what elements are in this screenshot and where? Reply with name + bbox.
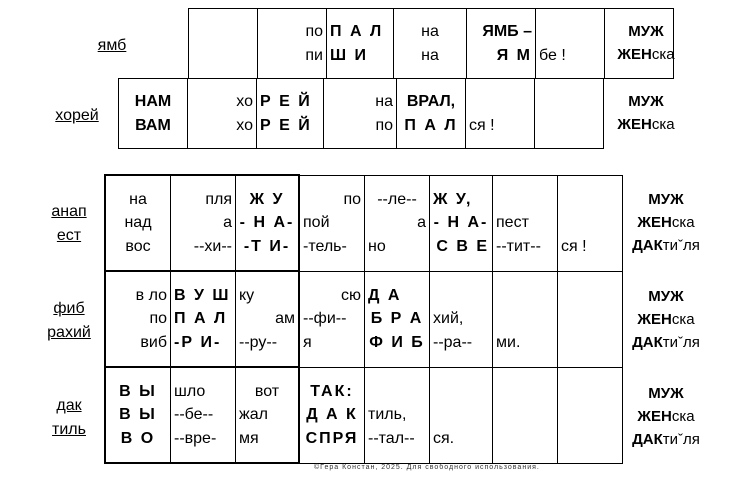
cell-line: ми. <box>496 333 521 351</box>
cell-line: ТАК: <box>310 382 354 400</box>
cell-line <box>192 32 254 56</box>
rhyme-f: ЖЕНска <box>637 408 695 425</box>
iamb-cell-4 <box>394 9 467 79</box>
rhyme-d: ДАКтиˇля <box>632 237 700 254</box>
cell-line: Б Р А <box>370 310 424 328</box>
trochee-cell-5 <box>397 79 466 149</box>
cell-line <box>496 284 554 308</box>
trochee-cell-2 <box>188 79 257 149</box>
amphibrach-cell-3 <box>236 271 300 367</box>
anapest-cell-5 <box>365 175 430 271</box>
cell-line: Ш И <box>330 46 369 64</box>
cell-line: вот <box>254 382 280 400</box>
trochee-cell-4 <box>324 79 397 149</box>
cell-line: П А Л <box>404 116 458 134</box>
label-trochee: хорей <box>55 107 99 124</box>
rhyme-iamb <box>604 20 688 66</box>
row-dactyl <box>105 367 623 463</box>
cell-line: -тель- <box>303 237 347 255</box>
cell-line: В Ы <box>119 406 157 424</box>
rhyme-m: МУЖ <box>628 23 664 40</box>
iamb-cell-3 <box>327 9 394 79</box>
anapest-cell-8 <box>558 175 623 271</box>
dactyl-cell-8 <box>558 367 623 463</box>
cell-line <box>496 307 554 331</box>
iamb-cell-1 <box>189 9 258 79</box>
amphibrach-cell-7 <box>493 271 558 367</box>
cell-line <box>433 403 489 427</box>
cell-line: хо <box>236 92 253 110</box>
anapest-cell-3 <box>236 175 300 271</box>
label-line: дак <box>56 397 82 414</box>
cell-line: хий, <box>433 310 464 328</box>
cell-line: В У Ш <box>174 286 231 304</box>
cell-line: но <box>368 237 386 255</box>
label-line: рахий <box>47 324 91 341</box>
cell-line: ам <box>275 310 295 328</box>
cell-line: --ра-- <box>433 333 473 351</box>
label-dactyl <box>36 394 102 442</box>
iamb-cell-5 <box>467 9 536 79</box>
rhyme-m: МУЖ <box>628 93 664 110</box>
cell-line: В Ы <box>119 382 157 400</box>
cell-line: на <box>421 22 439 40</box>
cell-line: хо <box>236 116 253 134</box>
rhyme-anapest <box>620 188 712 257</box>
rhyme-dactyl <box>620 382 712 451</box>
label-iamb: ямб <box>97 37 127 54</box>
cell-line <box>433 380 489 404</box>
cell-line: -Т И- <box>243 237 291 255</box>
trochee-cell-3 <box>257 79 324 149</box>
amphibrach-cell-8 <box>558 271 623 367</box>
ternary-table <box>104 174 623 464</box>
rhyme-d: ДАКтиˇля <box>632 334 700 351</box>
cell-line: СПРЯ <box>305 429 359 447</box>
cell-line: вос <box>125 237 151 255</box>
cell-line: П А Л <box>174 310 228 328</box>
dactyl-cell-3 <box>236 367 300 463</box>
cell-line: Ж У <box>249 190 285 208</box>
rhyme-f: ЖЕНска <box>637 311 695 328</box>
cell-line: шло <box>174 382 206 400</box>
cell-line: сю <box>341 286 361 304</box>
label-amphibrach <box>36 297 102 345</box>
cell-line: - Н А- <box>239 214 295 232</box>
iamb-cell-6 <box>536 9 605 79</box>
amphibrach-cell-4 <box>299 271 365 367</box>
label-line: тиль <box>52 421 86 438</box>
cell-line: пест <box>496 214 529 232</box>
anapest-cell-6 <box>430 175 493 271</box>
cell-line: пой <box>303 214 330 232</box>
label-line: фиб <box>53 300 85 317</box>
label-line: анап <box>51 203 87 220</box>
cell-line: --хи-- <box>193 237 232 255</box>
copyright-note: ©Гера Констан, 2025. Для свободного использования. <box>314 464 540 471</box>
cell-line: на <box>421 46 439 64</box>
cell-line: Р Е Й <box>260 92 312 110</box>
cell-line: над <box>124 214 152 232</box>
cell-line: НАМ <box>134 92 172 110</box>
cell-line: ся ! <box>561 237 587 255</box>
dactyl-cell-6 <box>430 367 493 463</box>
rhyme-trochee <box>604 90 688 136</box>
cell-line: С В Е <box>436 237 489 255</box>
cell-line: Д А К <box>306 406 358 424</box>
amphibrach-cell-2 <box>171 271 236 367</box>
cell-line: мя <box>239 429 259 447</box>
cell-line: на <box>375 92 393 110</box>
cell-line: В О <box>120 429 156 447</box>
cell-line: Ж У, <box>433 190 473 208</box>
rhyme-m: МУЖ <box>648 385 684 402</box>
rhyme-f: ЖЕНска <box>617 46 675 63</box>
cell-line <box>561 211 619 235</box>
cell-line: в ло <box>135 286 167 304</box>
cell-line: виб <box>140 333 167 351</box>
cell-line: пи <box>305 46 323 64</box>
dactyl-cell-4 <box>299 367 365 463</box>
label-anapest <box>36 200 102 248</box>
cell-line <box>539 20 601 44</box>
cell-line: --тал-- <box>368 429 415 447</box>
cell-line: тиль, <box>368 406 407 424</box>
trochee-table <box>118 78 604 149</box>
cell-line: ся. <box>433 429 455 447</box>
cell-line: --ру-- <box>239 333 278 351</box>
cell-line: ку <box>239 286 255 304</box>
cell-line: Ф И Б <box>369 333 425 351</box>
cell-line <box>496 188 554 212</box>
iamb-table <box>188 8 674 79</box>
cell-line: на <box>129 190 147 208</box>
cell-line: --тит-- <box>496 237 541 255</box>
cell-line: Д А <box>368 286 402 304</box>
rhyme-m: МУЖ <box>648 191 684 208</box>
amphibrach-cell-5 <box>365 271 430 367</box>
cell-line: Я М <box>496 46 532 64</box>
cell-line: ВАМ <box>135 116 171 134</box>
cell-line: ся ! <box>469 116 495 134</box>
cell-line: ВРАЛ, <box>406 92 456 110</box>
cell-line: - Н А- <box>433 214 489 232</box>
rhyme-d: ДАКтиˇля <box>632 431 700 448</box>
rhyme-f: ЖЕНска <box>637 214 695 231</box>
row-amphibrach <box>105 271 623 367</box>
trochee-cell-6 <box>466 79 535 149</box>
cell-line: П А Л <box>330 22 384 40</box>
cell-line: бе ! <box>539 46 566 64</box>
cell-line: я <box>303 333 312 351</box>
dactyl-cell-5 <box>365 367 430 463</box>
anapest-cell-7 <box>493 175 558 271</box>
anapest-cell-1 <box>105 175 171 271</box>
cell-line: --фи-- <box>303 310 347 328</box>
cell-line: по <box>149 310 167 328</box>
cell-line: а <box>417 214 426 232</box>
cell-line: Р Е Й <box>260 116 312 134</box>
cell-line: -Р И- <box>174 333 222 351</box>
dactyl-cell-1 <box>105 367 171 463</box>
rhyme-amphibrach <box>620 285 712 354</box>
cell-line <box>561 188 619 212</box>
amphibrach-cell-1 <box>105 271 171 367</box>
cell-line <box>368 380 426 404</box>
cell-line: ЯМБ – <box>482 22 532 40</box>
amphibrach-cell-6 <box>430 271 493 367</box>
iamb-cell-2 <box>258 9 327 79</box>
anapest-cell-4 <box>299 175 365 271</box>
rhyme-m: МУЖ <box>648 288 684 305</box>
cell-line: жал <box>239 406 268 424</box>
label-line: ест <box>56 227 82 244</box>
cell-line: --ле-- <box>377 190 417 208</box>
cell-line: пля <box>205 190 232 208</box>
cell-line: по <box>305 22 323 40</box>
dactyl-cell-7 <box>493 367 558 463</box>
cell-line: по <box>343 190 361 208</box>
anapest-cell-2 <box>171 175 236 271</box>
dactyl-cell-2 <box>171 367 236 463</box>
trochee-cell-7 <box>535 79 604 149</box>
cell-line: по <box>375 116 393 134</box>
rhyme-f: ЖЕНска <box>617 116 675 133</box>
cell-line <box>433 284 489 308</box>
row-anapest <box>105 175 623 271</box>
trochee-cell-1 <box>119 79 188 149</box>
cell-line <box>469 90 531 114</box>
cell-line: а <box>223 214 232 232</box>
cell-line: --бе-- <box>174 406 214 424</box>
cell-line: --вре- <box>174 429 217 447</box>
